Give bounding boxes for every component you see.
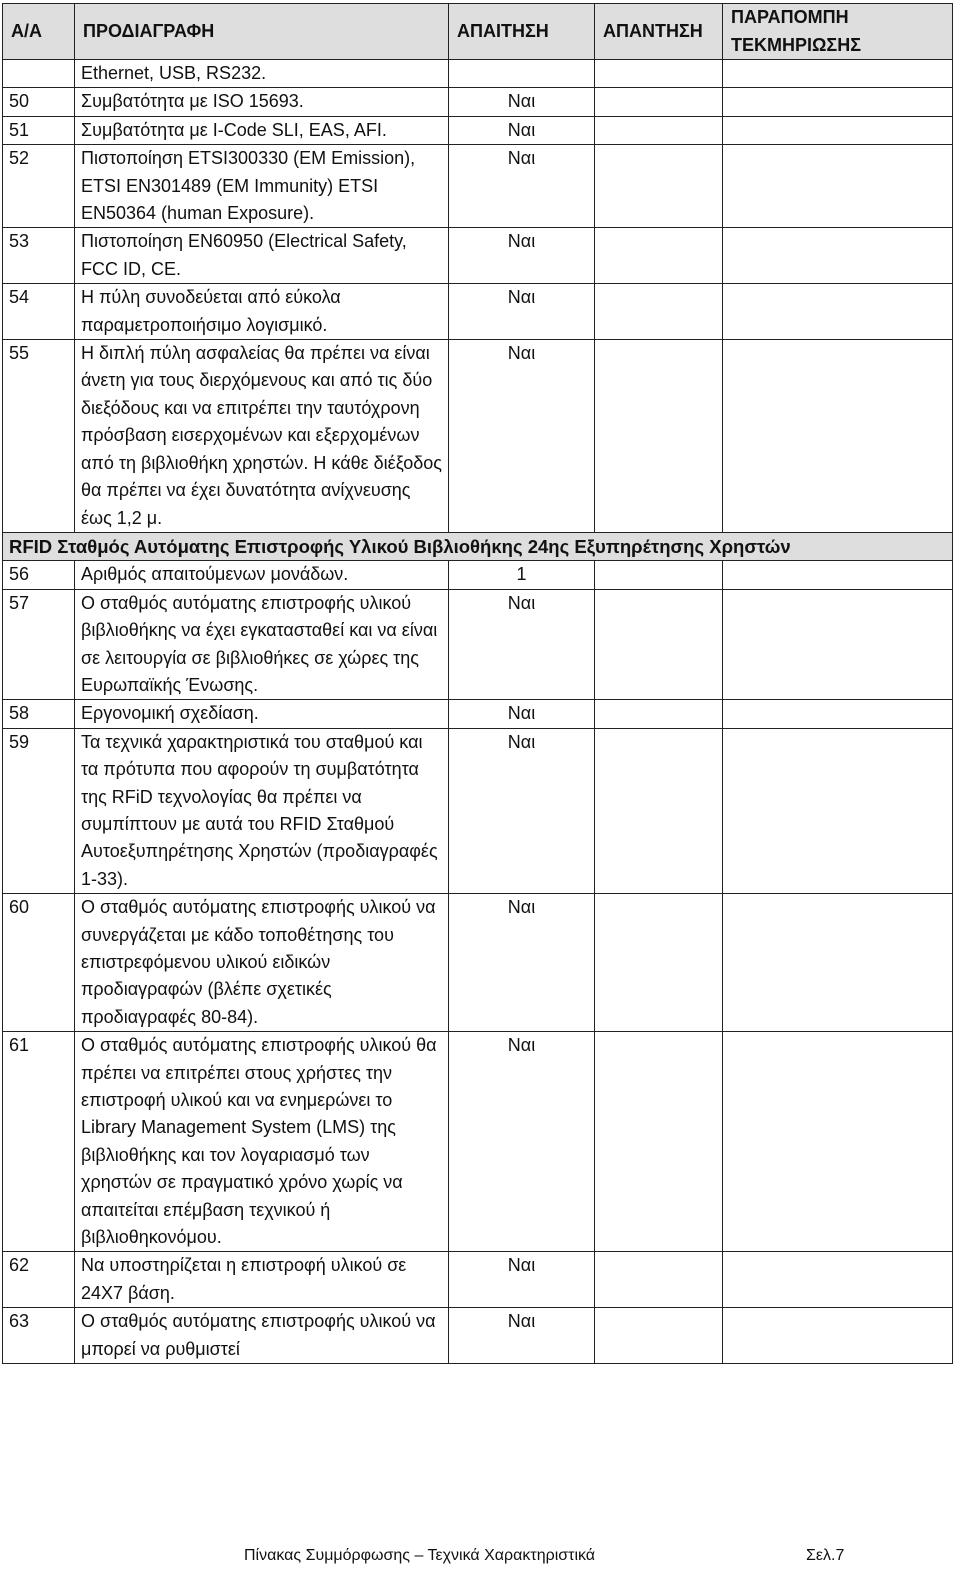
- footer-page-number: Σελ.7: [806, 1547, 845, 1564]
- row-reference: [723, 1252, 953, 1308]
- header-aa: Α/Α: [3, 4, 75, 60]
- row-number: 50: [3, 88, 75, 116]
- table-row: [3, 116, 953, 144]
- row-specification: Συμβατότητα με I-Code SLI, EAS, AFI.: [75, 116, 449, 144]
- row-number: 51: [3, 116, 75, 144]
- row-specification: Να υποστηρίζεται η επιστροφή υλικού σε 24Χ7 βάση.: [75, 1252, 449, 1308]
- row-answer: [595, 894, 723, 1032]
- row-requirement: Ναι: [449, 340, 595, 533]
- row-requirement: Ναι: [449, 894, 595, 1032]
- row-requirement: Ναι: [449, 728, 595, 893]
- header-row: [3, 4, 953, 60]
- row-number: 52: [3, 145, 75, 228]
- row-reference: [723, 284, 953, 340]
- row-number: 57: [3, 589, 75, 700]
- row-answer: [595, 340, 723, 533]
- table-row: [3, 894, 953, 1032]
- row-specification: Συμβατότητα με ISO 15693.: [75, 88, 449, 116]
- table-row: [3, 589, 953, 700]
- header-requirement: ΑΠΑΙΤΗΣΗ: [449, 4, 595, 60]
- footer-title: Πίνακας Συμμόρφωσης – Τεχνικά Χαρακτηριστικά: [244, 1547, 596, 1564]
- row-number: 63: [3, 1308, 75, 1364]
- row-answer: [595, 1252, 723, 1308]
- row-specification: Τα τεχνικά χαρακτηριστικά του σταθμού και τα πρότυπα που αφορούν τη συμβατότητα της RFiD τεχνολογίας θα πρέπει να συμπίπτουν με αυτά του RFID Σταθμού Αυτοεξυπηρέτησης Χρηστών (προδιαγραφές 1-33).: [75, 728, 449, 893]
- row-number: 53: [3, 228, 75, 284]
- row-answer: [595, 700, 723, 728]
- row-requirement: Ναι: [449, 116, 595, 144]
- row-answer: [595, 1032, 723, 1252]
- row-specification: Εργονομική σχεδίαση.: [75, 700, 449, 728]
- row-requirement: Ναι: [449, 284, 595, 340]
- row-number: 60: [3, 894, 75, 1032]
- row-number: 55: [3, 340, 75, 533]
- continuation-text: Ethernet, USB, RS232.: [75, 60, 449, 88]
- rows-group-a: [3, 60, 953, 533]
- row-reference: [723, 1308, 953, 1364]
- row-requirement: Ναι: [449, 589, 595, 700]
- header-spec: ΠΡΟΔΙΑΓΡΑΦΗ: [75, 4, 449, 60]
- row-specification: Ο σταθμός αυτόματης επιστροφής υλικού να συνεργάζεται με κάδο τοποθέτησης του επιστρεφόμενου υλικού ειδικών προδιαγραφών (βλέπε σχετικές προδιαγραφές 80-84).: [75, 894, 449, 1032]
- section-row: [3, 532, 953, 560]
- compliance-table: [2, 3, 953, 1364]
- row-specification: Πιστοποίηση ETSI300330 (EM Emission), ETSI EN301489 (EM Immunity) ETSI EN50364 (human Exposure).: [75, 145, 449, 228]
- row-answer: [595, 589, 723, 700]
- row-specification: Ο σταθμός αυτόματης επιστροφής υλικού να μπορεί να ρυθμιστεί: [75, 1308, 449, 1364]
- row-answer: [595, 116, 723, 144]
- row-reference: [723, 561, 953, 589]
- header-reference: ΠΑΡΑΠΟΜΠΗ ΤΕΚΜΗΡΙΩΣΗΣ: [723, 4, 953, 60]
- table-row: [3, 561, 953, 589]
- row-specification: Η πύλη συνοδεύεται από εύκολα παραμετροποιήσιμο λογισμικό.: [75, 284, 449, 340]
- row-specification: Ο σταθμός αυτόματης επιστροφής υλικού βιβλιοθήκης να έχει εγκατασταθεί και να είναι σε λειτουργία σε βιβλιοθήκες σε χώρες της Ευρωπαϊκής Ένωσης.: [75, 589, 449, 700]
- row-number: 54: [3, 284, 75, 340]
- table-row: [3, 340, 953, 533]
- row-requirement: Ναι: [449, 88, 595, 116]
- row-answer: [595, 1308, 723, 1364]
- row-specification: Αριθμός απαιτούμενων μονάδων.: [75, 561, 449, 589]
- row-reference: [723, 228, 953, 284]
- row-specification: Πιστοποίηση EN60950 (Electrical Safety, FCC ID, CE.: [75, 228, 449, 284]
- row-number: 59: [3, 728, 75, 893]
- row-requirement: Ναι: [449, 700, 595, 728]
- row-reference: [723, 894, 953, 1032]
- row-requirement: Ναι: [449, 1308, 595, 1364]
- table-row: [3, 88, 953, 116]
- rows-group-b: [3, 561, 953, 1364]
- row-answer: [595, 88, 723, 116]
- row-specification: Η διπλή πύλη ασφαλείας θα πρέπει να είναι άνετη για τους διερχόμενους και από τις δύο διεξόδους και να επιτρέπει την ταυτόχρονη πρόσβαση εισερχομένων και εξερχομένων από τη βιβλιοθήκη χρηστών. Η κάθε διέξοδος θα πρέπει να έχει δυνατότητα ανίχνευσης έως 1,2 μ.: [75, 340, 449, 533]
- row-answer: [595, 728, 723, 893]
- row-answer: [595, 145, 723, 228]
- table-row: [3, 1308, 953, 1364]
- section-title: RFID Σταθμός Αυτόματης Επιστροφής Υλικού Βιβλιοθήκης 24ης Εξυπηρέτησης Χρηστών: [3, 532, 953, 560]
- row-requirement: Ναι: [449, 1252, 595, 1308]
- header-answer: ΑΠΑΝΤΗΣΗ: [595, 4, 723, 60]
- row-reference: [723, 145, 953, 228]
- table-row: [3, 1032, 953, 1252]
- row-reference: [723, 728, 953, 893]
- row-number: 61: [3, 1032, 75, 1252]
- row-answer: [595, 284, 723, 340]
- row-specification: Ο σταθμός αυτόματης επιστροφής υλικού θα πρέπει να επιτρέπει στους χρήστες την επιστροφή υλικού και να ενημερώνει το Library Management System (LMS) της βιβλιοθήκης και τον λογαριασμό των χρηστών σε πραγματικό χρόνο χωρίς να απαιτείται επέμβαση τεχνικού ή βιβλιοθηκονόμου.: [75, 1032, 449, 1252]
- row-reference: [723, 340, 953, 533]
- continuation-row: [3, 60, 953, 88]
- table-row: [3, 728, 953, 893]
- row-answer: [595, 228, 723, 284]
- row-requirement: Ναι: [449, 145, 595, 228]
- table-row: [3, 700, 953, 728]
- row-reference: [723, 589, 953, 700]
- row-reference: [723, 700, 953, 728]
- row-answer: [595, 561, 723, 589]
- table-row: [3, 284, 953, 340]
- table-row: [3, 145, 953, 228]
- row-requirement: Ναι: [449, 1032, 595, 1252]
- table-row: [3, 228, 953, 284]
- row-requirement: Ναι: [449, 228, 595, 284]
- row-reference: [723, 1032, 953, 1252]
- row-number: 58: [3, 700, 75, 728]
- row-number: 62: [3, 1252, 75, 1308]
- row-number: 56: [3, 561, 75, 589]
- table-row: [3, 1252, 953, 1308]
- row-reference: [723, 88, 953, 116]
- section-group: [3, 532, 953, 560]
- row-requirement: 1: [449, 561, 595, 589]
- row-reference: [723, 116, 953, 144]
